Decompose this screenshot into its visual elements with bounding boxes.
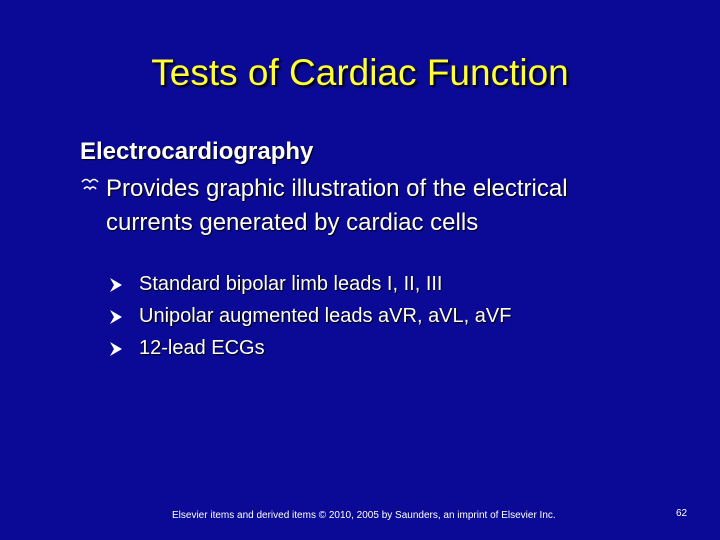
sub-bullet-list <box>107 268 627 364</box>
flying-birds-icon <box>80 174 100 196</box>
bullet-text: Provides graphic illustration of the electrical currents generated by cardiac cells <box>106 175 568 236</box>
bullet-item <box>80 172 620 240</box>
sub-bullet-item <box>107 268 627 300</box>
sub-bullet-text: 12-lead ECGs <box>139 337 265 359</box>
sub-bullet-text: Standard bipolar limb leads I, II, III <box>139 273 443 295</box>
slide-title: Tests of Cardiac Function <box>151 52 569 93</box>
copyright-footer: Elsevier items and derived items © 2010, 2005 by Saunders, an imprint of Elsevier Inc. <box>172 510 556 521</box>
sub-bullet-text: Unipolar augmented leads aVR, aVL, aVF <box>139 305 512 327</box>
section-heading: Electrocardiography <box>80 138 314 165</box>
page-number: 62 <box>676 508 688 519</box>
arrowhead-bullet-icon <box>109 309 123 325</box>
arrowhead-bullet-icon <box>109 341 123 357</box>
sub-bullet-item <box>107 332 627 364</box>
arrowhead-bullet-icon <box>109 277 123 293</box>
sub-bullet-item <box>107 300 627 332</box>
